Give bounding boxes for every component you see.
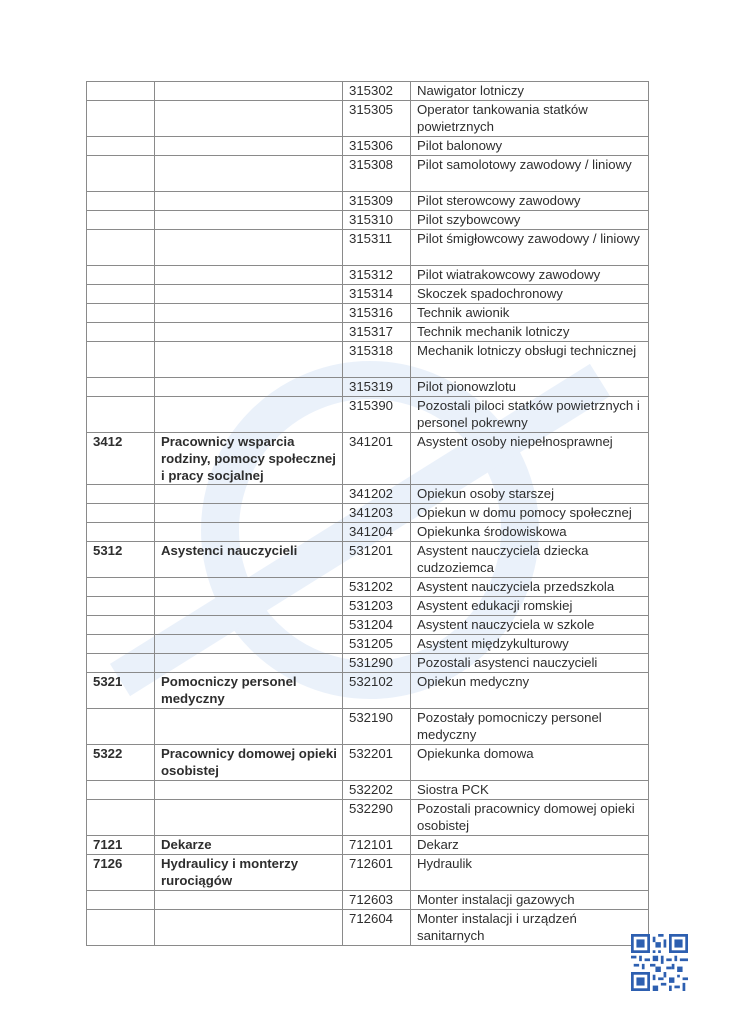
occupation-name-cell: Pilot śmigłowcowy zawodowy / liniowy xyxy=(411,230,649,266)
occupation-name-cell: Asystent nauczyciela dziecka cudzoziemca xyxy=(411,542,649,578)
occupation-code-cell: 315302 xyxy=(343,82,411,101)
group-name-cell: Pomocniczy personel medyczny xyxy=(155,673,343,709)
occupation-name-cell: Pilot samolotowy zawodowy / liniowy xyxy=(411,156,649,192)
group-code-cell xyxy=(87,323,155,342)
group-code-cell xyxy=(87,192,155,211)
group-name-cell xyxy=(155,266,343,285)
occupation-code-cell: 712603 xyxy=(343,891,411,910)
group-code-cell xyxy=(87,137,155,156)
occupation-code-cell: 532290 xyxy=(343,800,411,836)
table-row xyxy=(87,156,649,192)
table-row xyxy=(87,616,649,635)
table-row xyxy=(87,597,649,616)
occupation-code-cell: 315317 xyxy=(343,323,411,342)
occupation-name-cell: Dekarz xyxy=(411,836,649,855)
qr-code-icon xyxy=(631,934,688,991)
occupation-name-cell: Nawigator lotniczy xyxy=(411,82,649,101)
group-name-cell xyxy=(155,891,343,910)
occupation-name-cell: Asystent nauczyciela w szkole xyxy=(411,616,649,635)
occupation-code-cell: 315306 xyxy=(343,137,411,156)
occupation-code-cell: 315309 xyxy=(343,192,411,211)
occupation-code-cell: 531203 xyxy=(343,597,411,616)
group-name-cell: Dekarze xyxy=(155,836,343,855)
occupation-code-cell: 532202 xyxy=(343,781,411,800)
group-code-cell: 7126 xyxy=(87,855,155,891)
occupation-name-cell: Hydraulik xyxy=(411,855,649,891)
table-row xyxy=(87,673,649,709)
occupation-code-cell: 315305 xyxy=(343,101,411,137)
table-row xyxy=(87,266,649,285)
table-row xyxy=(87,836,649,855)
occupation-code-cell: 712604 xyxy=(343,910,411,946)
table-row xyxy=(87,433,649,485)
occupation-name-cell: Skoczek spadochronowy xyxy=(411,285,649,304)
group-name-cell xyxy=(155,504,343,523)
group-name-cell xyxy=(155,635,343,654)
occupation-name-cell: Pozostali piloci statków powietrznych i personel pokrewny xyxy=(411,397,649,433)
occupation-name-cell: Opiekun w domu pomocy społecznej xyxy=(411,504,649,523)
occupation-name-cell: Operator tankowania statków powietrznych xyxy=(411,101,649,137)
occupation-code-cell: 531205 xyxy=(343,635,411,654)
group-code-cell xyxy=(87,304,155,323)
occupation-name-cell: Pilot wiatrakowcowy zawodowy xyxy=(411,266,649,285)
table-row xyxy=(87,781,649,800)
occupation-code-cell: 315319 xyxy=(343,378,411,397)
group-code-cell xyxy=(87,910,155,946)
group-code-cell xyxy=(87,578,155,597)
occupation-name-cell: Asystent osoby niepełnosprawnej xyxy=(411,433,649,485)
table-row xyxy=(87,745,649,781)
occupation-name-cell: Pilot szybowcowy xyxy=(411,211,649,230)
occupation-name-cell: Pozostali asystenci nauczycieli xyxy=(411,654,649,673)
group-name-cell xyxy=(155,137,343,156)
group-name-cell xyxy=(155,211,343,230)
group-code-cell xyxy=(87,891,155,910)
group-name-cell xyxy=(155,101,343,137)
table-row xyxy=(87,192,649,211)
occupation-name-cell: Pozostali pracownicy domowej opieki osobistej xyxy=(411,800,649,836)
group-code-cell xyxy=(87,485,155,504)
occupation-name-cell: Asystent międzykulturowy xyxy=(411,635,649,654)
group-code-cell xyxy=(87,397,155,433)
occupation-code-cell: 532201 xyxy=(343,745,411,781)
occupation-name-cell: Pilot balonowy xyxy=(411,137,649,156)
group-code-cell xyxy=(87,504,155,523)
occupation-code-cell: 315314 xyxy=(343,285,411,304)
group-name-cell xyxy=(155,304,343,323)
table-row xyxy=(87,709,649,745)
occupation-code-cell: 315311 xyxy=(343,230,411,266)
occupation-code-cell: 712101 xyxy=(343,836,411,855)
group-code-cell xyxy=(87,597,155,616)
occupation-name-cell: Opiekun medyczny xyxy=(411,673,649,709)
group-name-cell xyxy=(155,156,343,192)
table-row xyxy=(87,891,649,910)
table-row xyxy=(87,378,649,397)
group-code-cell xyxy=(87,800,155,836)
occupation-code-cell: 531290 xyxy=(343,654,411,673)
table-row xyxy=(87,578,649,597)
occupation-name-cell: Opiekunka domowa xyxy=(411,745,649,781)
group-name-cell xyxy=(155,397,343,433)
table-row xyxy=(87,323,649,342)
group-name-cell xyxy=(155,82,343,101)
table-row xyxy=(87,504,649,523)
table-row xyxy=(87,285,649,304)
table-row xyxy=(87,342,649,378)
group-name-cell xyxy=(155,654,343,673)
group-name-cell xyxy=(155,597,343,616)
group-name-cell: Asystenci nauczycieli xyxy=(155,542,343,578)
group-code-cell xyxy=(87,635,155,654)
group-name-cell xyxy=(155,709,343,745)
group-name-cell: Hydraulicy i monterzy rurociągów xyxy=(155,855,343,891)
group-code-cell xyxy=(87,285,155,304)
group-code-cell xyxy=(87,266,155,285)
group-code-cell: 5322 xyxy=(87,745,155,781)
table-row xyxy=(87,397,649,433)
group-name-cell xyxy=(155,523,343,542)
occupation-code-cell: 531202 xyxy=(343,578,411,597)
occupation-code-cell: 315312 xyxy=(343,266,411,285)
occupation-code-cell: 341202 xyxy=(343,485,411,504)
occupation-table xyxy=(86,81,649,946)
group-name-cell xyxy=(155,323,343,342)
group-code-cell xyxy=(87,82,155,101)
group-code-cell: 5312 xyxy=(87,542,155,578)
table-row xyxy=(87,542,649,578)
table-row xyxy=(87,635,649,654)
occupation-name-cell: Opiekun osoby starszej xyxy=(411,485,649,504)
occupation-name-cell: Pilot sterowcowy zawodowy xyxy=(411,192,649,211)
group-name-cell: Pracownicy domowej opieki osobistej xyxy=(155,745,343,781)
group-code-cell xyxy=(87,523,155,542)
occupation-code-cell: 712601 xyxy=(343,855,411,891)
occupation-code-cell: 341204 xyxy=(343,523,411,542)
group-code-cell: 3412 xyxy=(87,433,155,485)
group-name-cell xyxy=(155,342,343,378)
group-code-cell xyxy=(87,342,155,378)
occupation-code-cell: 315318 xyxy=(343,342,411,378)
occupation-name-cell: Asystent edukacji romskiej xyxy=(411,597,649,616)
occupation-name-cell: Siostra PCK xyxy=(411,781,649,800)
occupation-code-cell: 315310 xyxy=(343,211,411,230)
group-name-cell xyxy=(155,781,343,800)
group-code-cell xyxy=(87,378,155,397)
occupation-code-cell: 531201 xyxy=(343,542,411,578)
group-code-cell xyxy=(87,616,155,635)
occupation-code-cell: 341203 xyxy=(343,504,411,523)
occupation-name-cell: Opiekunka środowiskowa xyxy=(411,523,649,542)
group-name-cell xyxy=(155,192,343,211)
table-row xyxy=(87,485,649,504)
table-row xyxy=(87,304,649,323)
group-name-cell xyxy=(155,616,343,635)
group-name-cell xyxy=(155,230,343,266)
group-code-cell xyxy=(87,230,155,266)
table-row xyxy=(87,230,649,266)
occupation-name-cell: Monter instalacji i urządzeń sanitarnych xyxy=(411,910,649,946)
group-code-cell xyxy=(87,709,155,745)
group-code-cell xyxy=(87,781,155,800)
group-name-cell xyxy=(155,910,343,946)
group-code-cell xyxy=(87,654,155,673)
group-code-cell xyxy=(87,211,155,230)
occupation-name-cell: Technik mechanik lotniczy xyxy=(411,323,649,342)
group-code-cell: 7121 xyxy=(87,836,155,855)
table-row xyxy=(87,654,649,673)
table-row xyxy=(87,211,649,230)
occupation-code-cell: 341201 xyxy=(343,433,411,485)
group-code-cell: 5321 xyxy=(87,673,155,709)
group-name-cell xyxy=(155,800,343,836)
occupation-code-cell: 315308 xyxy=(343,156,411,192)
group-name-cell xyxy=(155,285,343,304)
occupation-code-cell: 532190 xyxy=(343,709,411,745)
occupation-name-cell: Pilot pionowzlotu xyxy=(411,378,649,397)
group-name-cell xyxy=(155,378,343,397)
table-row xyxy=(87,82,649,101)
table-row xyxy=(87,523,649,542)
occupation-name-cell: Pozostały pomocniczy personel medyczny xyxy=(411,709,649,745)
occupation-name-cell: Mechanik lotniczy obsługi technicznej xyxy=(411,342,649,378)
occupation-name-cell: Asystent nauczyciela przedszkola xyxy=(411,578,649,597)
table-row xyxy=(87,137,649,156)
table-row xyxy=(87,910,649,946)
table-row xyxy=(87,855,649,891)
table-row xyxy=(87,800,649,836)
occupation-name-cell: Technik awionik xyxy=(411,304,649,323)
group-name-cell xyxy=(155,485,343,504)
group-code-cell xyxy=(87,101,155,137)
group-code-cell xyxy=(87,156,155,192)
occupation-code-cell: 531204 xyxy=(343,616,411,635)
occupation-code-cell: 315390 xyxy=(343,397,411,433)
table-row xyxy=(87,101,649,137)
occupation-code-cell: 315316 xyxy=(343,304,411,323)
group-name-cell: Pracownicy wsparcia rodziny, pomocy społecznej i pracy socjalnej xyxy=(155,433,343,485)
occupation-code-cell: 532102 xyxy=(343,673,411,709)
group-name-cell xyxy=(155,578,343,597)
occupation-name-cell: Monter instalacji gazowych xyxy=(411,891,649,910)
